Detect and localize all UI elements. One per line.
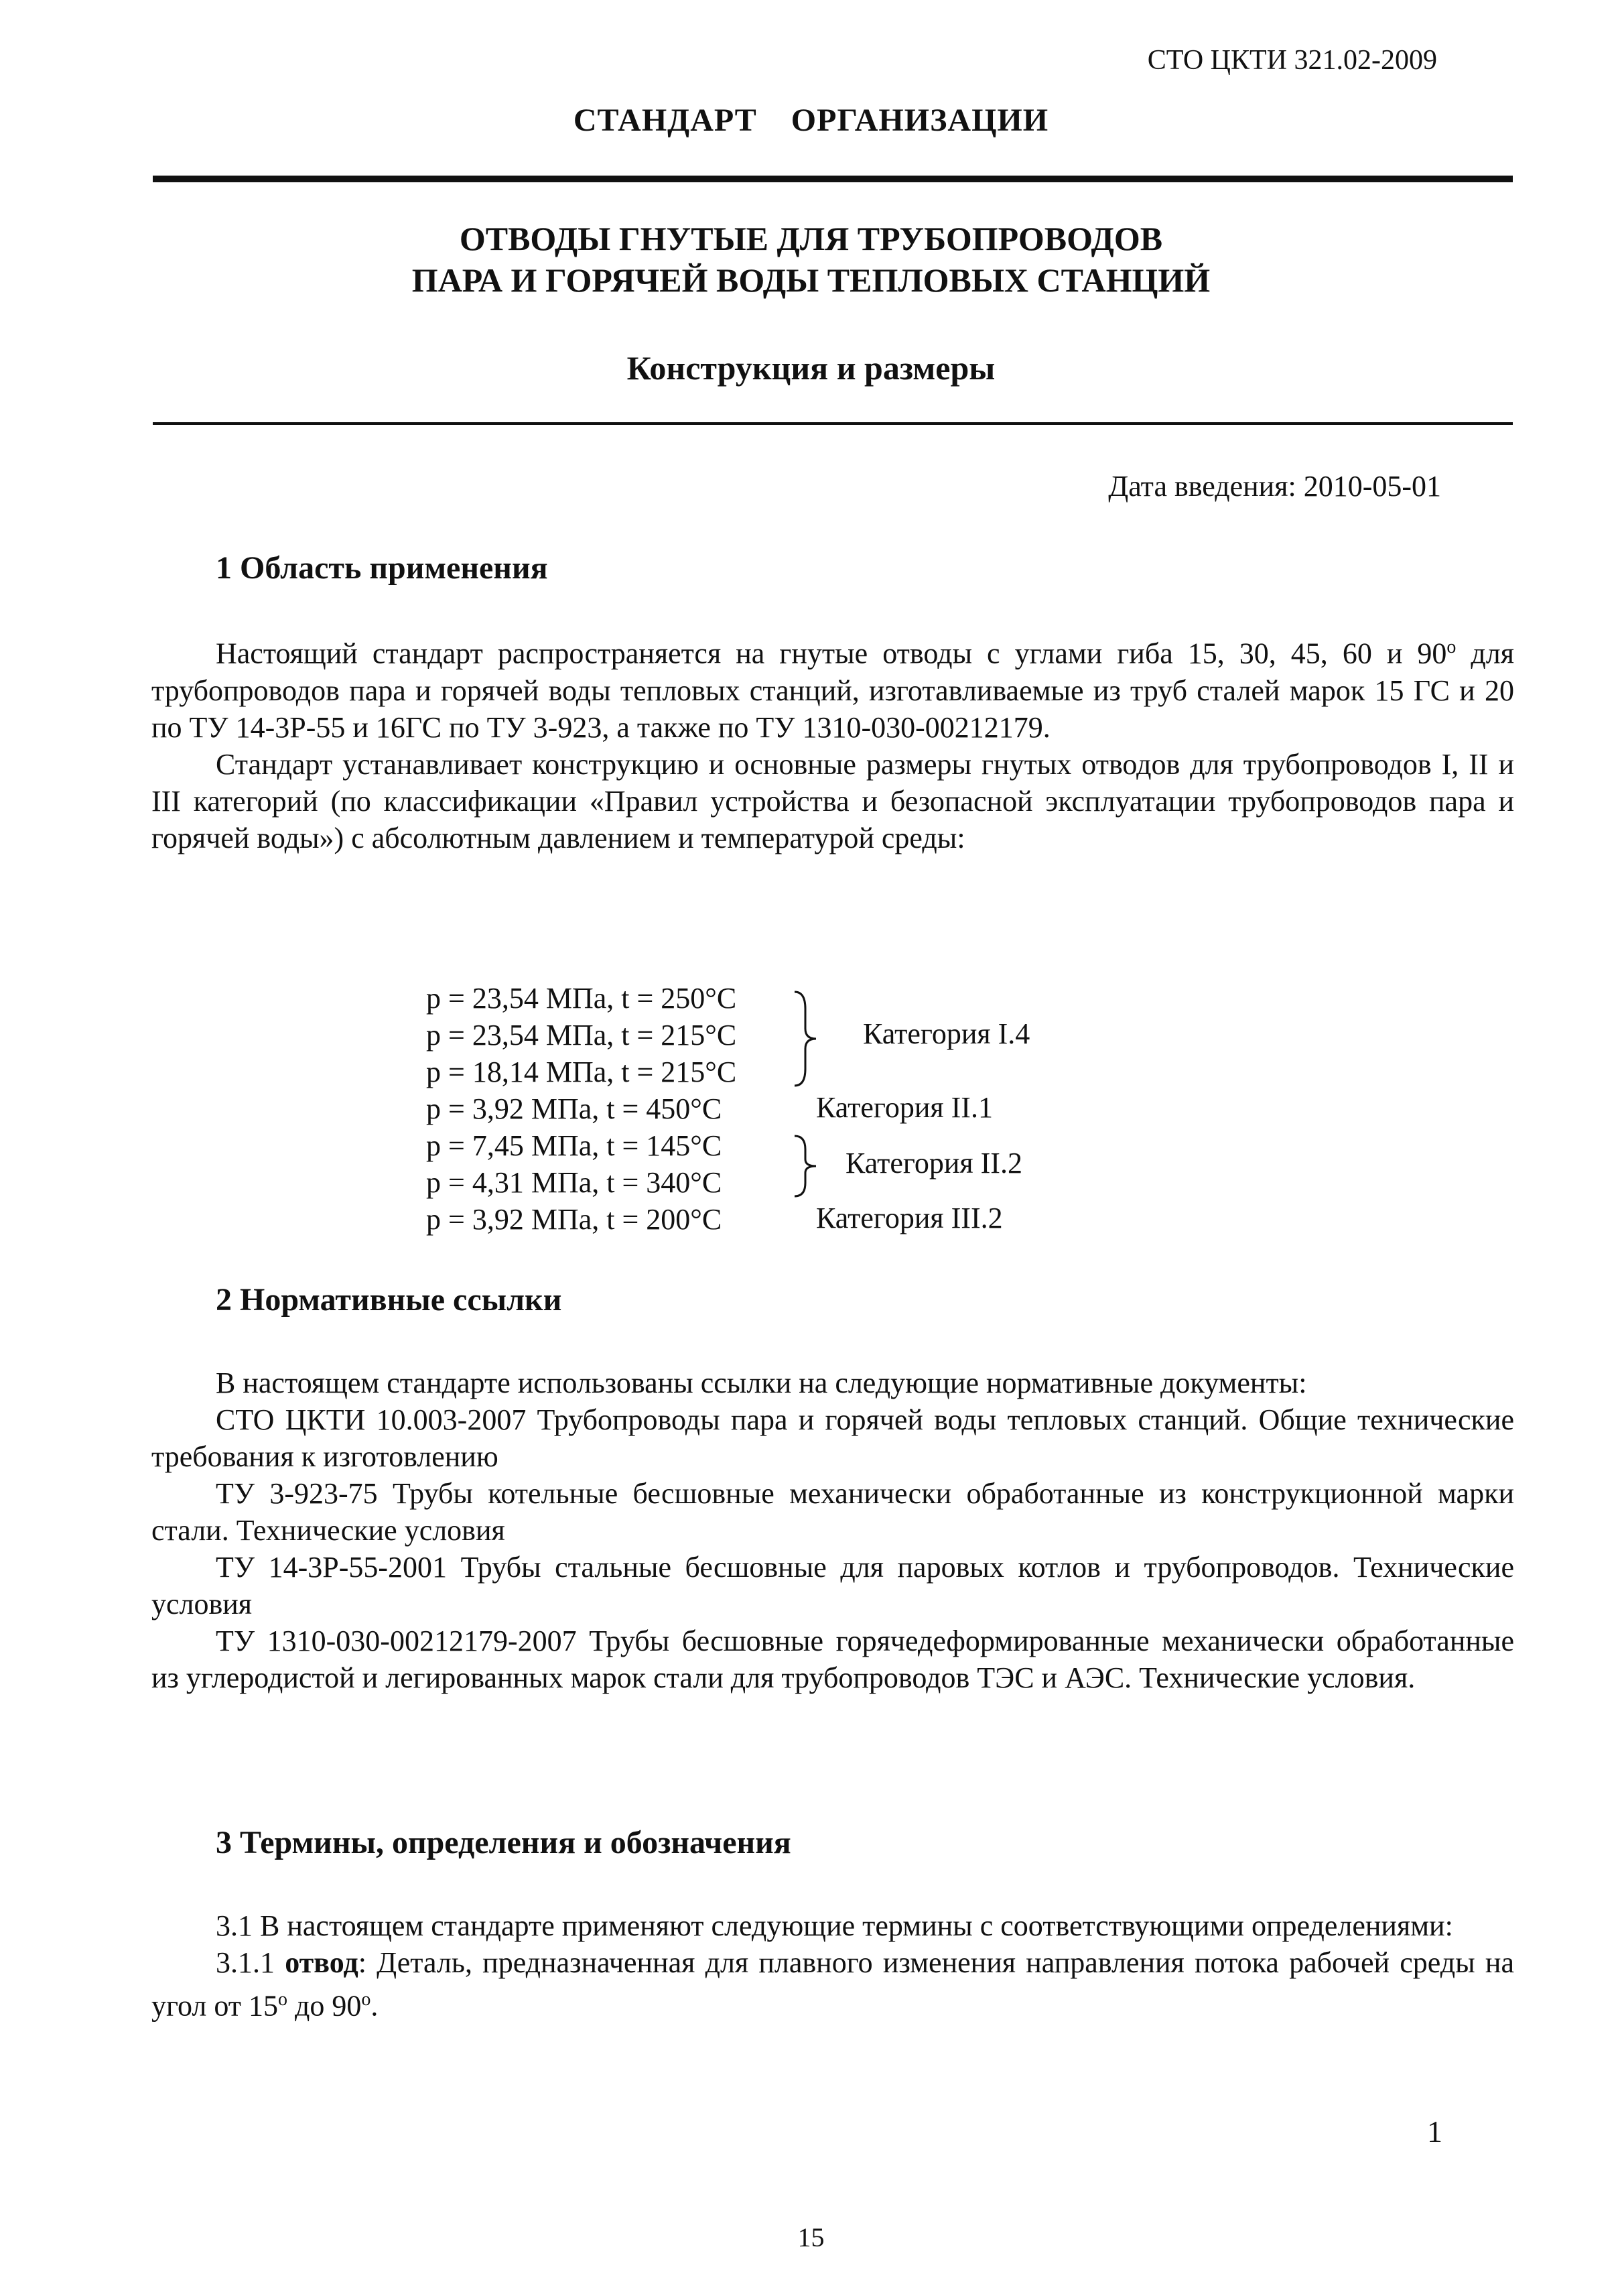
category-label: Категория II.1 (816, 1091, 993, 1124)
title-rule (153, 422, 1513, 425)
condition-line: p = 18,14 МПа, t = 215°C (426, 1056, 737, 1088)
document-title (0, 218, 1622, 301)
document-code: СТО ЦКТИ 321.02-2009 (1147, 45, 1437, 76)
category-label: Категория III.2 (816, 1202, 1003, 1234)
condition-line: p = 4,31 МПа, t = 340°C (426, 1166, 722, 1199)
reference-item: СТО ЦКТИ 10.003-2007 Трубопроводы пара и горячей воды тепловых станций. Общие технические требования к изготовлению (151, 1403, 1514, 1473)
introduction-date: Дата введения: 2010-05-01 (1108, 470, 1441, 503)
category-label: Категория I.4 (863, 1017, 1030, 1050)
degree-mark: o (277, 1989, 287, 2010)
condition-line: p = 3,92 МПа, t = 450°C (426, 1092, 722, 1125)
document-subtitle: Конструкция и размеры (626, 349, 996, 387)
document-title-line-2: ПАРА И ГОРЯЧЕЙ ВОДЫ ТЕПЛОВЫХ СТАНЦИЙ (411, 261, 1211, 299)
category-label: Категория II.2 (846, 1147, 1022, 1179)
degree-mark: o (1446, 637, 1457, 657)
degree-mark: o (361, 1989, 371, 2010)
condition-line: p = 23,54 МПа, t = 250°C (426, 982, 737, 1015)
section-1-body (151, 629, 1514, 856)
brace-category-2 (791, 1133, 824, 1200)
section-2-paragraph: В настоящем стандарте использованы ссылки на следующие нормативные документы: (216, 1366, 1307, 1399)
term-definition: 3.1.1 отвод: Деталь, предназначенная для плавного изменения направления потока рабочей среды на угол от 15$^o$ до 90$^o$. (151, 1946, 1515, 2023)
page-number: 1 (1427, 2114, 1442, 2149)
sheet-number: 15 (797, 2222, 825, 2252)
section-3-heading: 3 Термины, определения и обозначения (216, 1825, 791, 1860)
section-3-paragraph: 3.1 В настоящем стандарте применяют следующие термины с соответствующими определениями: (216, 1909, 1453, 1942)
section-1-heading: 1 Область применения (216, 550, 548, 586)
brace-category-1 (791, 988, 824, 1089)
section-2-body (151, 1364, 1514, 1696)
condition-line: p = 7,45 МПа, t = 145°C (426, 1129, 722, 1162)
term: отвод (285, 1946, 358, 1979)
section-1-paragraph-1: Настоящий стандарт распространяется на гнутые отводы с углами гиба 15, 30, 45, 60 и 90$^o$ для трубопроводов пара и горячей воды тепловых станций, изготавливаемые из труб сталей марок 15 ГС и 20 по ТУ 14-3Р-55 и 16ГС по ТУ 3-923, а также по ТУ 1310-030-00212179. (151, 637, 1514, 744)
section-2-heading: 2 Нормативные ссылки (216, 1282, 562, 1318)
condition-line: p = 23,54 МПа, t = 215°C (426, 1019, 737, 1051)
section-1-paragraph-2: Стандарт устанавливает конструкцию и основные размеры гнутых отводов для трубопроводов I, II и III категорий (по классификации «Правил устройства и безопасной эксплуатации трубопроводов пара и горячей воды») с абсолютным давлением и температурой среды: (151, 747, 1514, 854)
organization-standard-title: СТАНДАРТ ОРГАНИЗАЦИИ (573, 103, 1049, 138)
header-rule (153, 176, 1513, 182)
reference-item: ТУ 14-3Р-55-2001 Трубы стальные бесшовные для паровых котлов и трубопроводов. Технические условия (151, 1551, 1514, 1620)
reference-item: ТУ 3-923-75 Трубы котельные бесшовные механически обработанные из конструкционной марки стали. Технические условия (151, 1477, 1514, 1547)
condition-line: p = 3,92 МПа, t = 200°C (426, 1203, 722, 1236)
reference-item: ТУ 1310-030-00212179-2007 Трубы бесшовные горячедеформированные механически обработанные из углеродистой и легированных марок стали для трубопроводов ТЭС и АЭС. Технические условия. (151, 1624, 1514, 1694)
document-title-line-1: ОТВОДЫ ГНУТЫЕ ДЛЯ ТРУБОПРОВОДОВ (459, 220, 1163, 257)
section-3-body (151, 1907, 1514, 2025)
